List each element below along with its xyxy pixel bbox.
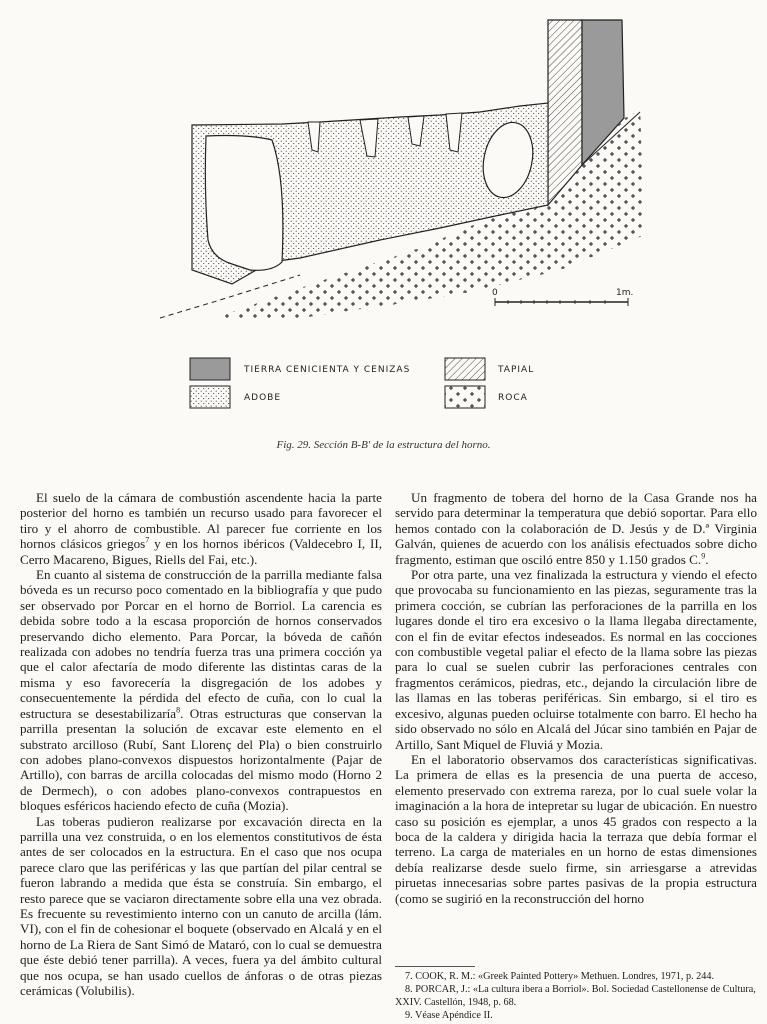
footnote-ref-7: 7: [145, 535, 150, 545]
legend-swatch-roca: [445, 386, 485, 408]
footnote-ref-8: 8: [176, 705, 181, 715]
legend-swatch-tapial: [445, 358, 485, 380]
footnote-7: 7. COOK, R. M.: «Greek Painted Pottery» Methuen. Londres, 1971, p. 244.: [405, 971, 714, 982]
right-paragraph-2: Por otra parte, una vez finalizada la estructura y viendo el efecto que provocaba su funcionamiento en las piezas, seguramente tras la primera cocción, se cubrían las perforaciones de la parrilla en los lugares donde el tiro era excesivo o la llama llegaba directamente, con el fin de evitar efectos indeseados. Es normal en las cocciones con combustible vegetal paliar el efecto de la llama sobre las piezas para lo cual se suelen cubrir las perforaciones centrales con fragmentos cerámicos, piedras, etc., dejando la circulación libre de las llamas en las toberas periféricas. Sin embargo, si el tiro es excesivo, algunas pueden ocluirse totalmente con barro. El hecho ha sido observado no sólo en Alcalá del Júcar sino también en Pajar de Artillo, Sant Miquel de Fluviá y Mozia.: [395, 567, 757, 752]
left-paragraph-3: Las toberas pudieron realizarse por excavación directa en la parrilla una vez construida, o en los elementos constitutivos de ésta antes de ser colocados en la estructura. En el caso que nos ocupa parece claro que las periféricas y las que partían del pilar central se fueron labrando a medida que ésta se construía. Sin embargo, el resto parece que se vaciaron directamente sobre ella una vez obrada. Es frecuente su revestimiento interno con un canuto de arcilla (lám. VI), con el fin de cohesionar el boquete (observado en Alcalá y en el horno de La Riera de Sant Simó de Mataró, con lo cual se demuestra que éste debió tener parrilla). A veces, fuera ya del ámbito cultural que nos ocupa, se han usado cuellos de ánforas o de otras piezas cerámicas (Volubilis).: [20, 813, 382, 998]
footnote-9: 9. Véase Apéndice II.: [405, 1010, 493, 1021]
footnote-divider: [395, 966, 475, 967]
kiln-section-figure: [0, 0, 767, 460]
right-paragraph-1: Un fragmento de tobera del horno de la Casa Grande nos ha servido para determinar la temperatura que debió soportar. Para ello hemos contado con la colaboración de D. Jesús y de D.ª Virginia Galván, quienes de acuerdo con los análisis efectuados sobre dicho fragmento, estiman que osciló entre 850 y 1.150 grados C.$^9$.: [395, 490, 757, 567]
footnote-ref-9: 9: [701, 551, 706, 561]
legend-swatch-ash: [190, 358, 230, 380]
scale-start-label: 0: [492, 288, 498, 298]
right-paragraph-3: En el laboratorio observamos dos características significativas. La primera de ellas es la presencia de una puerta de acceso, elemento preservado con extrema rareza, por lo cual suele volar la imaginación a la hora de intepretar su lugar de ubicación. En nuestro caso su posición es ejemplar, a unos 45 grados con respecto a la boca de la caldera y dirigida hacia la terraza que debía formar el terreno. La carga de materiales en un horno de estas dimensiones debía realizarse desde suelo firme, sin arriesgarse a atrevidas piruetas innecesarias sobre partes pasivas de la propia estructura (como se sugirió en la reconstrucción del horno: [395, 751, 757, 906]
left-paragraph-2: En cuanto al sistema de construcción de la parrilla mediante falsa bóveda es un recurso poco comentado en la bibliografía y que pudo ser observado por Porcar en el horno de Borriol. La carencia es debida sobre todo a la escasa proporción de hornos conservados preservando dicho elemento. Para Porcar, la bóveda de cañón realizada con adobes no tendría fuerza tras una primera cocción ya que el calor afectaría de modo diferente las distintas caras de la misma y eso favorecería la disgregación de los adobes y consecuentemente la pérdida del efecto de cuña, con lo cual la estructura se desestabilizaría$^8$. Otras estructuras que conservan la parrilla presentan la solución de excavar este elemento en el substrato arcilloso (Rubí, Sant Llorenç del Pla) o bien construirlo con adobes plano-convexos dispuestos horizontalmente (Pajar de Artillo), con barras de arcilla colocadas del mismo modo (Horno 2 de Dermech), o con adobes plano-convexos contrapuestos en bloques esféricos haciendo efecto de cuña (Mozia).: [20, 567, 383, 814]
figure-caption: Fig. 29. Sección B-B' de la estructura del horno.: [276, 439, 491, 451]
combustion-chamber: [205, 136, 283, 271]
legend-label-adobe: ADOBE: [244, 393, 282, 403]
left-column: [20, 490, 382, 998]
legend-label-ash: TIERRA CENICIENTA Y CENIZAS: [244, 365, 411, 375]
left-paragraph-1: El suelo de la cámara de combustión ascendente hacia la parte posterior del horno es también un recurso usado para favorecer el tiro y el ahorro de combustible. Al parecer fue corriente en los hornos clásicos griegos$^7$ y en los hornos ibéricos (Valdecebro I, II, Cerro Macareno, Bigues, Riells del Fai, etc.).: [20, 490, 382, 567]
legend-label-tapial: TAPIAL: [498, 365, 535, 375]
footnote-8: 8. PORCAR, J.: «La cultura ibera a Borriol». Bol. Sociedad Castellonense de Cultura, XXIV. Castellón, 1948, p. 68.: [395, 984, 756, 1008]
right-column: [395, 490, 757, 906]
scale-end-label: 1m.: [616, 288, 634, 298]
legend-swatch-adobe: [190, 386, 230, 408]
footnotes: [395, 970, 757, 1022]
legend-label-roca: ROCA: [498, 393, 528, 403]
